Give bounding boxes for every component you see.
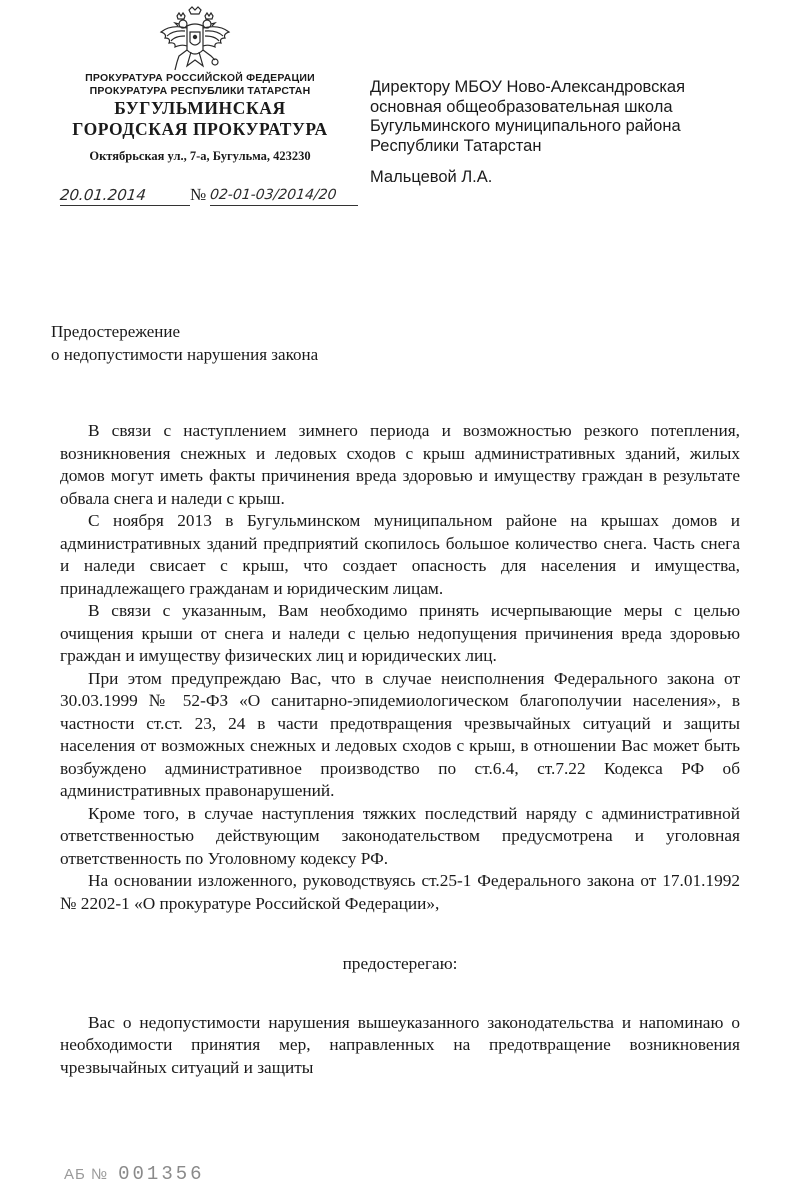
registration-date-underline: [60, 205, 190, 206]
form-serial-value: 001356: [118, 1163, 205, 1185]
org-address: Октябрьская ул., 7-а, Бугульма, 423230: [89, 149, 311, 163]
addressee-district-line: Бугульминского муниципального района: [370, 117, 681, 135]
org-line-republic: ПРОКУРАТУРА РЕСПУБЛИКИ ТАТАРСТАН: [89, 85, 311, 97]
registration-number-underline: [210, 205, 358, 206]
addressee-block: [370, 78, 770, 188]
document-subject: [51, 320, 471, 366]
org-line-federal: ПРОКУРАТУРА РОССИЙСКОЙ ФЕДЕРАЦИИ: [85, 72, 315, 84]
body-paragraph-3: В связи с указанным, Вам необходимо принять исчерпывающие меры с целью очищения крыши от снега и наледи с целью недопущения причинения вреда здоровью граждан и имуществу физических лиц и юридических лиц.: [60, 601, 740, 665]
org-line-city: БУГУЛЬМИНСКАЯ: [114, 98, 286, 118]
org-line-prosecutor-office: ГОРОДСКАЯ ПРОКУРАТУРА: [72, 119, 328, 139]
addressee-school-line: основная общеобразовательная школа: [370, 97, 673, 116]
body-paragraph-4: При этом предупреждаю Вас, что в случае неисполнения Федерального закона от 30.03.1999 № 52-ФЗ «О санитарно-эпидемиологическом благополучии населения», в частности ст.ст. 23, 24 в части предотвращения чрезвычайных ситуаций и защиты населения от возможных снежных и ледовых сходов с крыш, в отношении Вас может быть возбуждено административное производство по ст.6.4, ст.7.22 Кодекса РФ об административных правонарушений.: [60, 668, 740, 800]
body-paragraph-5: Кроме того, в случае наступления тяжких последствий наряду с административной ответственностью действующим законодательством предусмотрена и уголовная ответственность по Уголовному кодексу РФ.: [60, 803, 740, 868]
addressee-position-line: Директору МБОУ Ново-Александровская: [370, 78, 686, 96]
registration-number-sign: №: [190, 185, 207, 204]
warning-keyword: предостерегаю:: [342, 954, 458, 973]
registration-line: [60, 186, 360, 210]
double-headed-eagle-icon: [157, 6, 233, 76]
body-paragraph-2: С ноября 2013 в Бугульминском муниципальном районе на крышах домов и административных зданий предприятий скопилось большое количество снега. Часть снега и наледи свисает с крыш, что создает опасность для населения и имущества, принадлежащего гражданам и юридическим лицам.: [60, 511, 740, 598]
addressee-republic-line: Республики Татарстан: [370, 136, 542, 155]
body-paragraph-7: Вас о недопустимости нарушения вышеуказанного законодательства и напоминаю о необходимости принятия мер, направленных на предотвращение возникновения чрезвычайных ситуаций и защиты: [60, 1012, 740, 1077]
body-paragraph-1: В связи с наступлением зимнего периода и возможностью резкого потепления, возникновения снежных и ледовых сходов с крыш административных зданий, жилых домов могут иметь факты причинения вреда здоровью и имуществу граждан в результате обвала снега и наледи с крыш.: [60, 421, 740, 508]
document-body: [60, 420, 740, 1079]
subject-title: Предостережение: [51, 322, 181, 341]
subject-description: о недопустимости нарушения закона: [51, 345, 319, 364]
form-serial-number: [64, 1163, 205, 1185]
registration-date: 20.01.2014: [59, 186, 147, 204]
addressee-name: Мальцевой Л.А.: [370, 168, 493, 186]
body-paragraph-6: На основании изложенного, руководствуясь ст.25-1 Федерального закона от 17.01.1992 № 2202-1 «О прокуратуре Российской Федерации»,: [60, 871, 740, 913]
form-series-label: АБ №: [64, 1166, 109, 1183]
organization-header: [45, 72, 355, 164]
registration-number: 02-01-03/2014/20: [209, 187, 338, 203]
state-emblem: [157, 6, 233, 76]
